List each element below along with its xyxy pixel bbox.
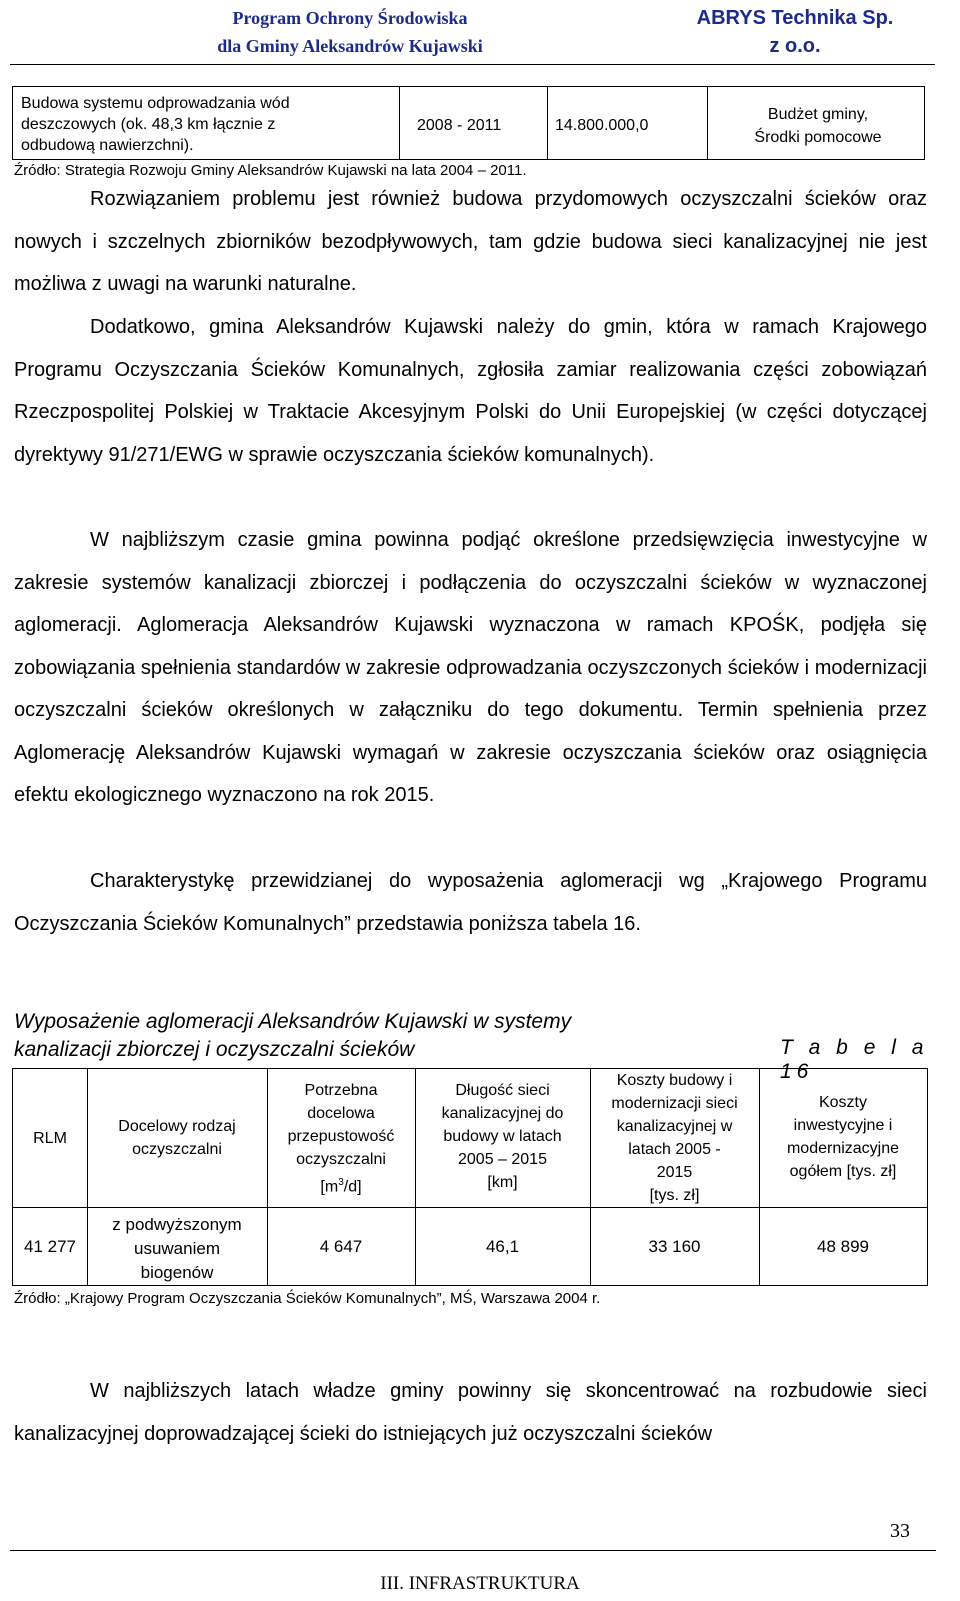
table16-header-cost-line6: [tys. zł] bbox=[649, 1187, 700, 1204]
table16-label: T a b e l a 16 bbox=[780, 1036, 929, 1083]
budget-cost: 14.800.000,0 bbox=[555, 117, 649, 134]
table16-cell-length: 46,1 bbox=[485, 1237, 520, 1256]
table16-header-cost-line3: kanalizacyjnej w bbox=[616, 1118, 733, 1135]
paragraph-4: Charakterystykę przewidzianej do wyposażenia aglomeracji wg „Krajowego Programu Oczyszczania Ścieków Komunalnych” przedstawia poniższa tabela 16. bbox=[14, 870, 927, 935]
table16-header-capacity-unit-sup: 3 bbox=[338, 1177, 344, 1188]
table16-header-length-line1: Długość sieci bbox=[455, 1082, 550, 1099]
table16 bbox=[12, 1068, 928, 1286]
table16-header-type-line2: oczyszczalni bbox=[132, 1141, 222, 1158]
header-divider bbox=[10, 64, 935, 65]
table16-header-cost-line1: Koszty budowy i bbox=[616, 1072, 733, 1089]
table16-header-cost-line2: modernizacji sieci bbox=[611, 1095, 738, 1112]
budget-table-source: Źródło: Strategia Rozwoju Gminy Aleksandrów Kujawski na lata 2004 – 2011. bbox=[14, 162, 527, 179]
table16-cell-type-line1: z podwyższonym bbox=[112, 1215, 242, 1234]
table16-cell-cost: 33 160 bbox=[648, 1237, 701, 1256]
budget-table bbox=[12, 86, 925, 160]
table16-header-length-line4: 2005 – 2015 bbox=[458, 1151, 547, 1168]
table16-header-type bbox=[87, 1115, 267, 1161]
table16-header-capacity-unit bbox=[267, 1171, 415, 1198]
table16-header-length-line3: budowy w latach bbox=[443, 1128, 562, 1145]
footer-section-title: III. INFRASTRUKTURA bbox=[380, 1573, 580, 1594]
table16-header-length-line2: kanalizacyjnej do bbox=[441, 1105, 564, 1122]
table16-header-capacity bbox=[267, 1079, 415, 1198]
budget-task-line1: Budowa systemu odprowadzania wód bbox=[21, 95, 290, 112]
table16-header-investment-line1: Koszty bbox=[818, 1094, 867, 1111]
budget-source-cell bbox=[713, 103, 923, 149]
header-company-name bbox=[640, 4, 950, 60]
table16-header-investment-line3: modernizacyjne bbox=[786, 1140, 900, 1157]
table16-cell-type-line2: usuwaniem bbox=[134, 1239, 220, 1258]
budget-col-divider bbox=[399, 87, 400, 159]
table16-caption-line1: Wyposażenie aglomeracji Aleksandrów Kujawski w systemy bbox=[14, 1010, 572, 1033]
table16-cell-rlm: 41 277 bbox=[24, 1237, 76, 1256]
table16-cell-type bbox=[87, 1213, 267, 1285]
budget-source-line1: Budżet gminy, bbox=[767, 106, 869, 123]
table16-header-capacity-line1: Potrzebna bbox=[304, 1082, 378, 1099]
table16-header-cost-line4: latach 2005 - bbox=[628, 1141, 721, 1158]
budget-task-line2: deszczowych (ok. 48,3 km łącznie z bbox=[21, 116, 276, 133]
table16-header-capacity-unit-b: /d] bbox=[343, 1178, 362, 1196]
table16-header-cost-line5: 2015 bbox=[656, 1164, 693, 1181]
table16-cell-capacity: 4 647 bbox=[319, 1237, 363, 1256]
budget-col-divider bbox=[707, 87, 708, 159]
table16-header-cost bbox=[590, 1069, 759, 1207]
budget-period: 2008 - 2011 bbox=[417, 117, 502, 134]
page-number: 33 bbox=[890, 1520, 910, 1542]
budget-col-divider bbox=[547, 87, 548, 159]
table16-header-capacity-unit-a: [m bbox=[320, 1178, 339, 1196]
table16-header-capacity-line2: docelowa bbox=[307, 1105, 375, 1122]
table16-header-capacity-line4: oczyszczalni bbox=[296, 1151, 386, 1168]
header-company-line1: ABRYS Technika Sp. bbox=[696, 7, 894, 29]
budget-task-line3: odbudową nawierzchni). bbox=[21, 137, 194, 154]
header-program-line2: dla Gminy Aleksandrów Kujawski bbox=[217, 36, 483, 56]
header-company-line2: z o.o. bbox=[769, 35, 821, 57]
table16-cell-type-line3: biogenów bbox=[140, 1263, 214, 1282]
header-program-line1: Program Ochrony Środowiska bbox=[232, 8, 468, 28]
table16-header-rlm: RLM bbox=[33, 1130, 67, 1147]
table16-header-capacity-line3: przepustowość bbox=[287, 1128, 395, 1145]
paragraph-3: W najbliższym czasie gmina powinna podjąć określone przedsięwzięcia inwestycyjne w zakresie systemów kanalizacji zbiorczej i podłączenia do oczyszczalni ścieków w wyznaczonej aglomeracji. Aglomeracja Aleksandrów Kujawski wyznaczona w ramach KPOŚK, podjęła się zobowiązania spełnienia standardów w zakresie odprowadzania oczyszczonych ścieków i modernizacji oczyszczalni ścieków określonych w załączniku do tego dokumentu. Termin spełnienia przez Aglomerację Aleksandrów Kujawski wymagań w zakresie oczyszczania ścieków oraz osiągnięcia efektu ekologicznego wyznaczono na rok 2015. bbox=[14, 529, 927, 806]
table16-header-investment bbox=[759, 1091, 927, 1183]
paragraph-2: Dodatkowo, gmina Aleksandrów Kujawski należy do gmin, która w ramach Krajowego Programu Oczyszczania Ścieków Komunalnych, zgłosiła zamiar realizowania części zobowiązań Rzeczpospolitej Polskiej w Traktacie Akcesyjnym Polski do Unii Europejskiej (w części dotyczącej dyrektywy 91/271/EWG w sprawie oczyszczania ścieków komunalnych). bbox=[14, 316, 927, 466]
table16-source: Źródło: „Krajowy Program Oczyszczania Ścieków Komunalnych”, MŚ, Warszawa 2004 r. bbox=[14, 1290, 601, 1307]
header-program-title bbox=[150, 4, 550, 60]
table16-header-investment-line2: inwestycyjne i bbox=[793, 1117, 893, 1134]
table16-caption bbox=[14, 1008, 571, 1064]
paragraph-5: W najbliższych latach władze gminy powinny się skoncentrować na rozbudowie sieci kanalizacyjnej doprowadzającej ścieki do istniejących już oczyszczalni ścieków bbox=[14, 1380, 927, 1445]
paragraph-1: Rozwiązaniem problemu jest również budowa przydomowych oczyszczalni ścieków oraz nowych i szczelnych zbiorników bezodpływowych, tam gdzie budowa sieci kanalizacyjnej nie jest możliwa z uwagi na warunki naturalne. bbox=[14, 188, 927, 295]
table16-caption-line2: kanalizacji zbiorczej i oczyszczalni ścieków bbox=[14, 1038, 415, 1061]
table16-header-length bbox=[415, 1079, 590, 1194]
footer-divider bbox=[10, 1550, 936, 1551]
budget-source-line2: Środki pomocowe bbox=[754, 129, 882, 146]
table16-header-type-line1: Docelowy rodzaj bbox=[118, 1118, 236, 1135]
table16-header-investment-line4: ogółem [tys. zł] bbox=[789, 1163, 897, 1180]
budget-task-cell bbox=[21, 93, 381, 156]
table16-header-length-line5: [km] bbox=[487, 1174, 518, 1191]
table16-row-divider bbox=[13, 1207, 927, 1208]
table16-cell-investment: 48 899 bbox=[817, 1237, 869, 1256]
